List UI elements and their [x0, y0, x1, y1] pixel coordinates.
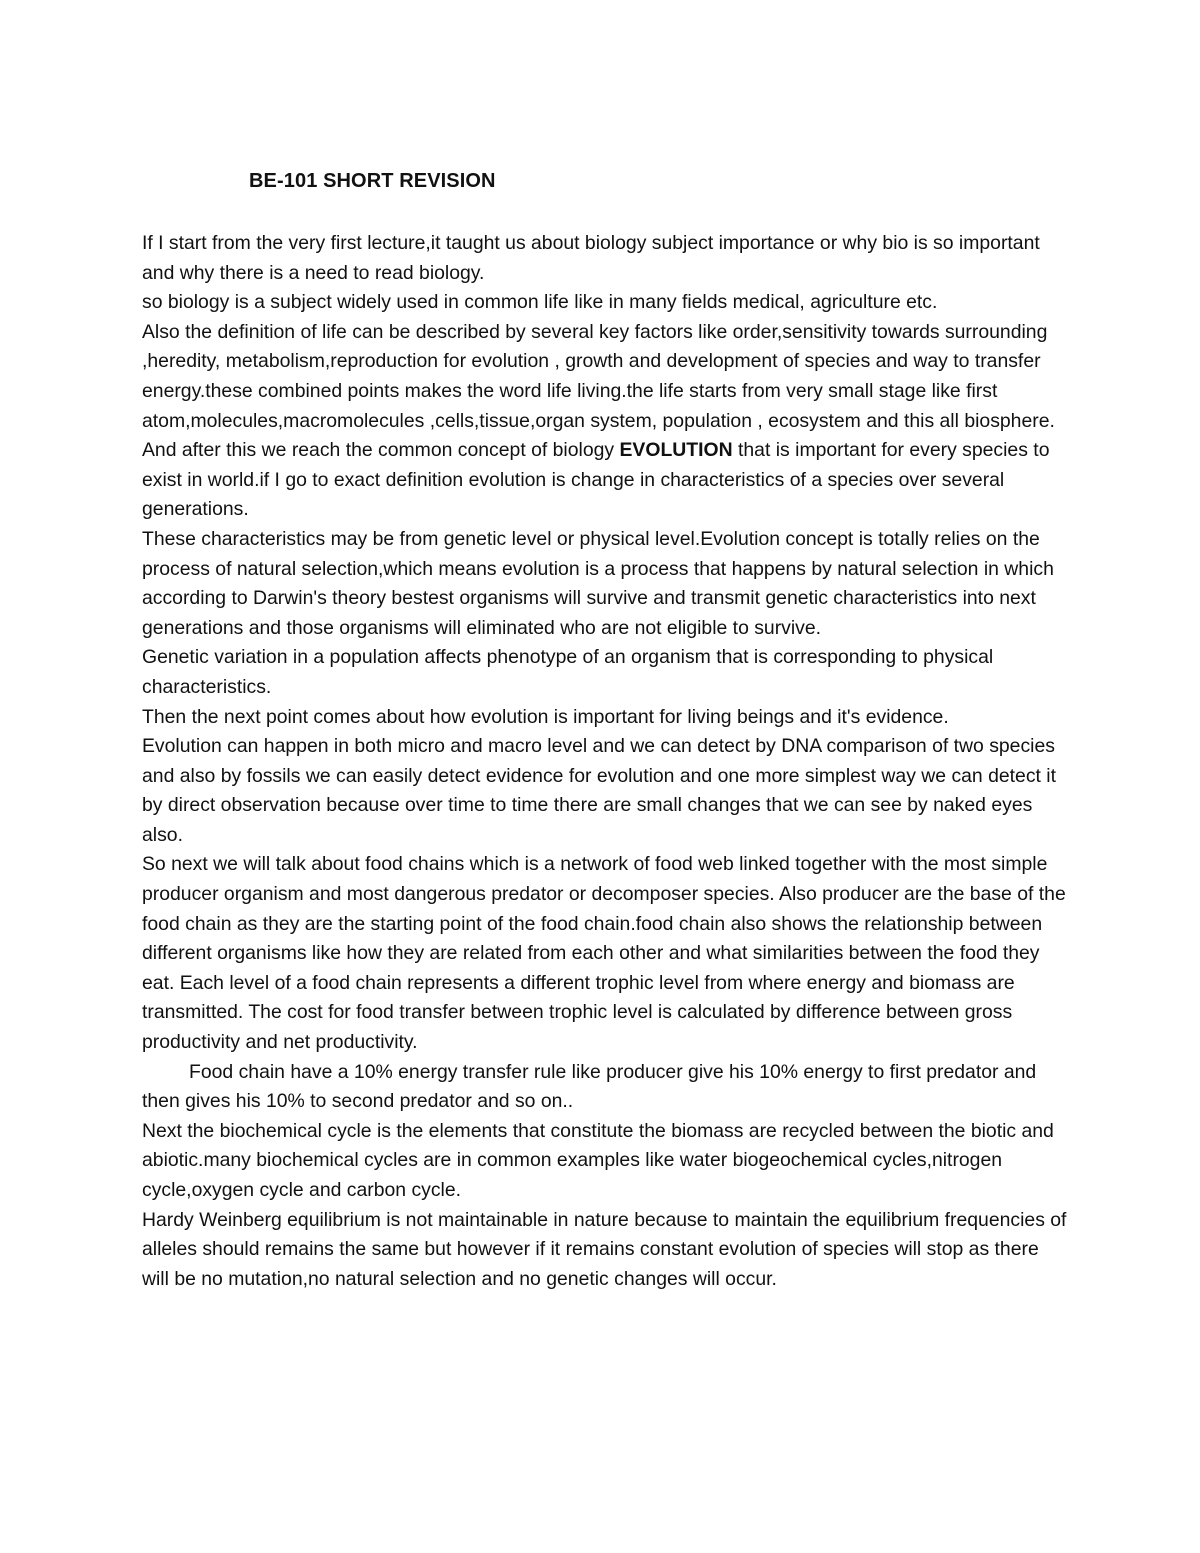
paragraph-food-chains: So next we will talk about food chains which is a network of food web linked together with the most simple producer organism and most dangerous predator or decomposer species. Also producer are the base of the food chain as they are the starting point of the food chain.food chain also shows the relationship between different organisms like how they are related from each other and what similarities between the food they eat. Each level of a food chain represents a different trophic level from where energy and biomass are transmitted. The cost for food transfer between trophic level is calculated by difference between gross productivity and net productivity. [142, 853, 1066, 1054]
paragraph-evolution-evidence: Evolution can happen in both micro and macro level and we can detect by DNA comparison of two species and also by fossils we can easily detect evidence for evolution and one more simplest way we can detect it by direct observation because over time to time there are small changes that we can see by naked eyes also. [142, 735, 1057, 846]
paragraph-biology-uses: so biology is a subject widely used in common life like in many fields medical, agriculture etc. [142, 291, 938, 314]
document-body [142, 229, 1067, 1294]
paragraph-hardy-weinberg: Hardy Weinberg equilibrium is not maintainable in nature because to maintain the equilibrium frequencies of alleles should remains the same but however if it remains constant evolution of species will stop as there will be no mutation,no natural selection and no genetic changes will occur. [142, 1208, 1067, 1290]
paragraph-evolution-importance: Then the next point comes about how evolution is important for living beings and it's evidence. [142, 705, 949, 728]
paragraph-evolution [142, 436, 1067, 525]
evolution-text-after: that is important for every species to exist in world.if I go to exact definition evolution is change in characteristics of a species over several generations. [142, 439, 1050, 521]
document-title: BE-101 SHORT REVISION [249, 170, 496, 192]
paragraph-natural-selection: These characteristics may be from genetic level or physical level.Evolution concept is totally relies on the process of natural selection,which means evolution is a process that happens by natural selection in which according to Darwin's theory bestest organisms will survive and transmit genetic characteristics into next generations and those organisms will eliminated who are not eligible to survive. [142, 527, 1054, 639]
paragraph-energy-rule: Food chain have a 10% energy transfer rule like producer give his 10% energy to first predator and then gives his 10% to second predator and so on.. [142, 1060, 1037, 1113]
paragraph-genetic-variation: Genetic variation in a population affects phenotype of an organism that is corresponding to physical characteristics. [142, 646, 994, 698]
paragraph-biochemical-cycle: Next the biochemical cycle is the elements that constitute the biomass are recycled between the biotic and abiotic.many biochemical cycles are in common examples like water biogeochemical cycles,nitrogen cycle,oxygen cycle and carbon cycle. [142, 1119, 1054, 1201]
evolution-text-before: And after this we reach the common concept of biology [142, 439, 620, 462]
evolution-keyword: EVOLUTION [619, 439, 733, 462]
paragraph-intro: If I start from the very first lecture,it taught us about biology subject importance or why bio is so important and why there is a need to read biology. [142, 232, 1040, 284]
paragraph-definition-of-life: Also the definition of life can be described by several key factors like order,sensitivity towards surrounding ,heredity, metabolism,reproduction for evolution , growth and development of species and way to transfer energy.these combined points makes the word life living.the life starts from very small stage like first atom,molecules,macromolecules ,cells,tissue,organ system, population , ecosystem and this all biosphere. [142, 320, 1055, 432]
